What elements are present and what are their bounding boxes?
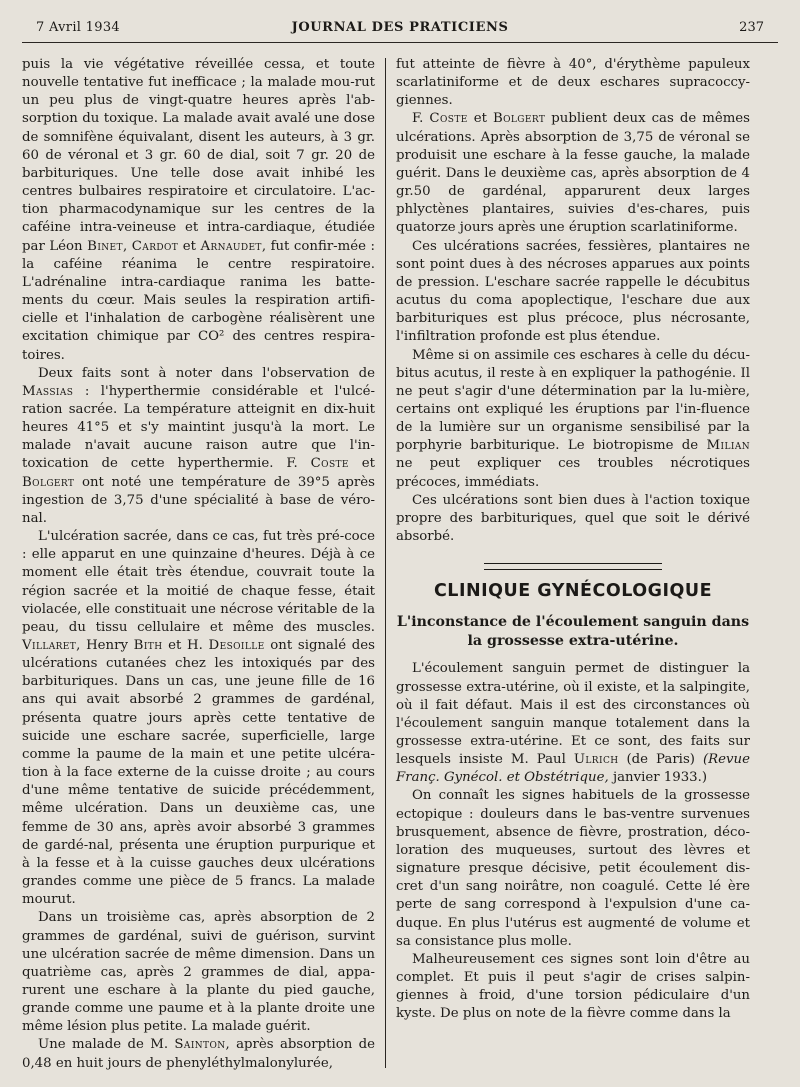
author-name: Desoille — [208, 638, 265, 653]
author-name: Villaret — [22, 638, 77, 653]
text-run: Une malade de M. — [38, 1037, 169, 1053]
text-run: , fut confir-mée : la caféine réanima le centre respiratoire. L'adrénaline intra-cardiaque ranima les batte-ments du cœur. Mais seules la respiration artifi-cielle et l'inhalation de carbogène réalisèrent une excitation chimique par CO² des centres respira-toires. — [22, 238, 376, 363]
section-separator — [484, 563, 662, 570]
author-name: Bolgert — [22, 474, 75, 490]
paragraph — [22, 528, 375, 909]
text-run: Même si on assimile ces eschares à celle du décu-bitus acutus, il reste à en expliquer la pathogénie. Il ne peut s'agir d'une détermination par la lu-mière, certains ont expliqué les éruptions par l'in-fluence de la lumière sur un organisme sensibilisé par la porphyrie barbiturique. Le biotropisme de — [396, 347, 750, 454]
paragraph — [22, 365, 375, 528]
author-name: Ulrich — [573, 752, 619, 768]
paragraph — [396, 238, 750, 347]
paragraph — [396, 787, 750, 950]
paragraph — [396, 660, 750, 787]
text-run: L'écoulement sanguin permet de distinguer la grossesse extra-utérine, où il existe, et la salpingite, où il fait défaut. Mais il est des circonstances où l'écoulement sanguin manque totalement dans la grossesse extra-utérine. Et ce sont, des faits sur lesquels insiste M. Paul — [396, 661, 750, 768]
text-run: janvier 1933.) — [612, 770, 708, 786]
author-name: Bith — [133, 638, 163, 653]
text-run: Ces ulcérations sont bien dues à l'action toxique propre des barbituriques, quel que soit le dérivé absorbé. — [396, 492, 750, 545]
section-title: CLINIQUE GYNÉCOLOGIQUE — [433, 581, 713, 602]
text-run: et — [473, 111, 487, 127]
text-run: , après absorption de 0,48 en huit jours de phenyléthylmalonylurée, — [22, 1037, 376, 1071]
header-page-number: 237 — [739, 20, 764, 35]
text-run: (de Paris) — [626, 752, 695, 768]
text-run: et — [361, 456, 375, 472]
text-run: : l'hyperthermie considérable et l'ulcé-ration sacrée. La température atteignit en dix-huit heures 41°5 et s'y maintint jusqu'à la mort. Le malade n'avait aucune raison autre que l'in-toxication de cette hyperthermie. F. — [22, 383, 375, 472]
text-run: L'ulcération sacrée, dans ce cas, fut très pré-coce : elle apparut en une quinzaine d'heures. Déjà à ce moment elle était très étendue, couvrait toute la région sacrée et la moitié de chaque fesse, était violacée, elle constituait une nécrose véritable de la peau, du tissu cellulaire et même des muscles. — [22, 529, 375, 635]
column-divider — [385, 58, 386, 1068]
paragraph — [22, 1036, 375, 1072]
paragraph — [22, 909, 375, 1036]
paragraph — [396, 347, 750, 492]
text-run: Dans un troisième cas, après absorption de 2 grammes de gardénal, suivi de guérison, survint une ulcération sacrée de même dimension. Dans un quatrième cas, après 2 grammes de dial, appa-rurent une eschare à la plante du pied gauche, grande comme une paume et à la plante droite une même lésion plus petite. La malade guérit. — [22, 910, 375, 1035]
header-date: 7 Avril 1934 — [36, 20, 120, 35]
author-name: Arnaudet — [200, 238, 262, 254]
paragraph — [22, 56, 375, 365]
paragraph — [396, 110, 750, 237]
text-run: publient deux cas de mêmes ulcérations. Après absorption de 3,75 de véronal se produisit une eschare à la fesse gauche, la malade guérit. Dans le deuxième cas, après absorption de 4 gr.50 de gardénal, apparurent deux larges phlyctènes plantaires, suivies d'es-chares, puis quatorze jours après une éruption scarlatiniforme. — [396, 111, 750, 236]
author-name: Coste — [429, 111, 468, 127]
text-run: et H. — [168, 638, 203, 653]
text-run: ont signalé des ulcérations cutanées chez les intoxiqués par des barbituriques. Dans un cas, une jeune fille de 16 ans qui avait absorbé 2 grammes de gardénal, présenta quatre jours après cette tentative de suicide une eschare sacrée, superficielle, large comme la paume de la main et une petite ulcéra-tion à la face externe de la cuisse droite ; au cours d'une même tentative de suicide précédemment, même ulcération. Dans un deuxième cas, une femme de 30 ans, après avoir absorbé 3 grammes de gardé-nal, présenta une éruption purpurique et à la fesse et à la cuisse gauches deux ulcérations grandes comme une pièce de 5 francs. La malade mourut. — [22, 638, 375, 908]
paragraph — [396, 492, 750, 546]
text-run: , — [122, 238, 128, 254]
author-name: Bolgert — [492, 111, 546, 127]
author-name: Massias — [22, 383, 74, 399]
text-run: et — [182, 238, 196, 254]
paragraph — [396, 56, 750, 110]
article-title: L'inconstance de l'écoulement sanguin dans la grossesse extra-utérine. — [396, 614, 750, 650]
text-run: ont noté une température de 39°5 après ingestion de 3,75 d'une spécialité à base de véro-nal. — [22, 474, 375, 526]
author-name: Binet — [87, 238, 123, 254]
author-name: Milian — [706, 438, 750, 454]
author-name: Cardot — [131, 238, 179, 254]
right-column — [396, 56, 750, 1024]
journal-reference: (Revue Franç. Gynécol. et Obstétrique, — [396, 752, 750, 786]
text-run: Deux faits sont à noter dans l'observation de — [38, 365, 375, 381]
author-name: Coste — [310, 456, 349, 472]
left-column — [22, 56, 375, 1073]
text-run: Malheureusement ces signes sont loin d'être au complet. Et puis il peut s'agir de crises salpin-giennes à froid, d'une torsion pédiculaire d'un kyste. De plus on note de la fièvre comme dans la — [396, 951, 750, 1022]
text-run: ne peut expliquer ces troubles nécrotiques précoces, immédiats. — [396, 456, 750, 490]
header-rule — [22, 42, 778, 43]
text-run: , Henry — [76, 638, 128, 653]
text-run: puis la vie végétative réveillée cessa, et toute nouvelle tentative fut inefficace ; la malade mou-rut un peu plus de vingt-quatre heures après l'ab-sorption du toxique. La malade avait avalé une dose de somnifène équivalant, disent les auteurs, à 3 gr. 60 de véronal et 3 gr. 60 de dial, soit 7 gr. 20 de barbituriques. Une telle dose avait inhibé les centres bulbaires respiratoire et circulatoire. L'ac-tion pharmacodynamique sur les centres de la caféine intra-veineuse et intra-cardiaque, étudiée par Léon — [22, 57, 375, 254]
header-journal-title: JOURNAL DES PRATICIENS — [291, 20, 509, 35]
text-run: fut atteinte de fièvre à 40°, d'érythème papuleux scarlatiniforme et de deux eschares supracoccy-giennes. — [396, 57, 750, 109]
author-name: Sainton — [174, 1037, 226, 1053]
text-run: F. — [412, 111, 424, 127]
text-run: On connaît les signes habituels de la grossesse ectopique : douleurs dans le bas-ventre survenues brusquement, absence de fièvre, prostration, déco-loration des muqueuses, surtout des lèvres et signature presque décisive, petit écoulement dis-cret d'un sang noirâtre, non coagulé. Cette lé ère perte de sang correspond à l'expulsion d'une ca-duque. En plus l'utérus est augmenté de volume et sa consistance plus molle. — [396, 788, 750, 949]
text-run: Ces ulcérations sacrées, fessières, plantaires ne sont point dues à des nécroses apparues aux points de pression. L'eschare sacrée rappelle le décubitus acutus du coma apoplectique, l'eschare due aux barbituriques est plus précoce, plus nécrosante, l'infiltration profonde est plus étendue. — [396, 238, 750, 345]
paragraph — [396, 951, 750, 1024]
